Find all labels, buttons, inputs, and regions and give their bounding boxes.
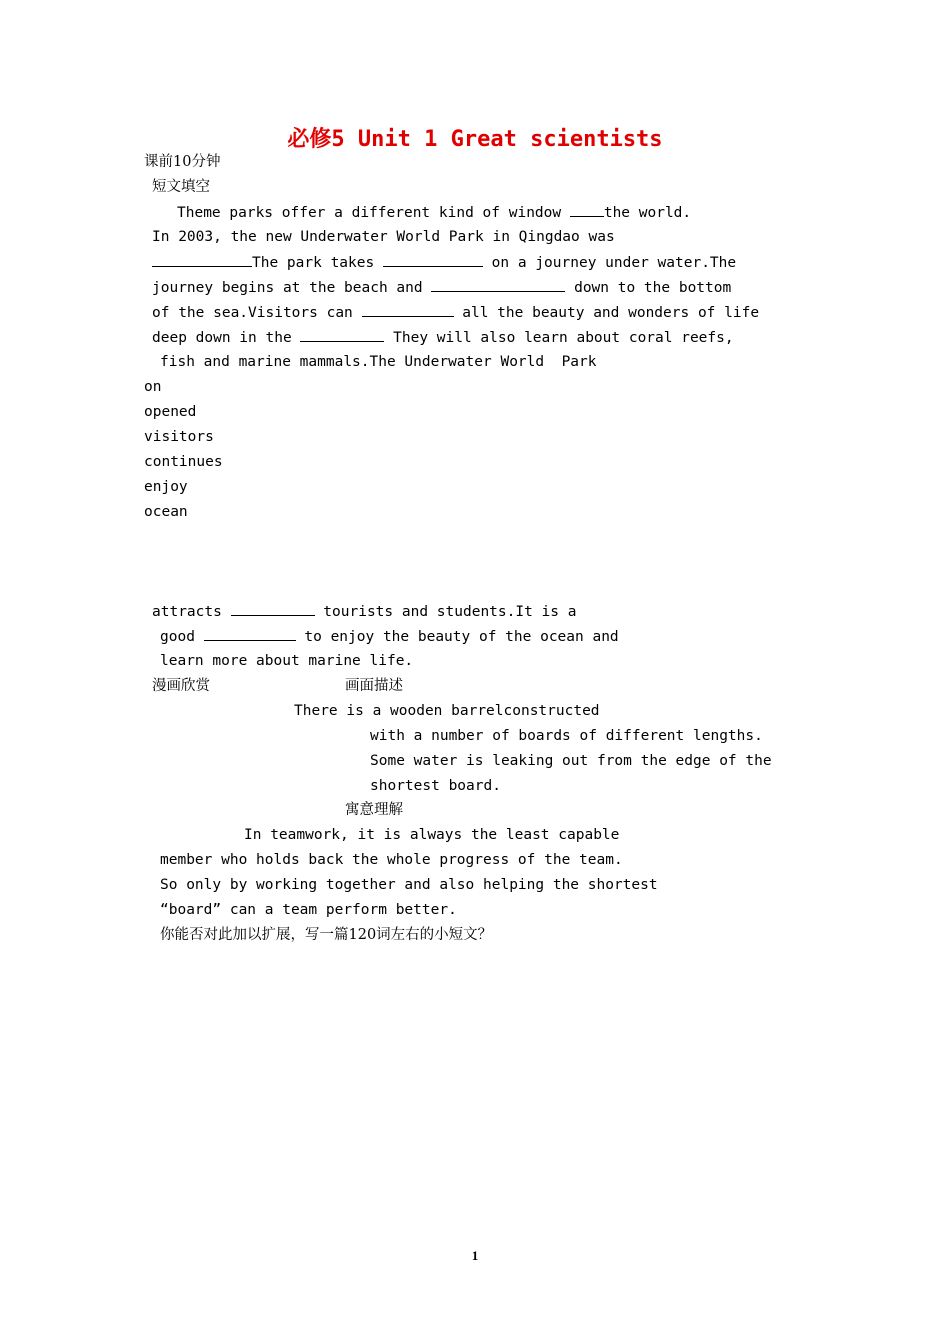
passage-text: tourists and students.It is a [314, 604, 577, 620]
word-option: visitors [144, 429, 214, 445]
passage-text: on a journey under water.The [482, 255, 737, 271]
passage-text: to enjoy the beauty of the ocean and [295, 629, 619, 645]
passage-line-4 [152, 277, 731, 298]
page-number: 1 [471, 1248, 479, 1263]
blank-8[interactable] [204, 626, 296, 641]
description-line-2: with a number of boards of different lengths. [370, 728, 763, 744]
word-option: continues [144, 454, 223, 470]
meaning-line-3: So only by working together and also helping the shortest [160, 877, 658, 893]
blank-3[interactable] [383, 252, 483, 267]
description-line-4: shortest board. [370, 778, 501, 794]
passage-line-7: fish and marine mammals.The Underwater World Park [160, 354, 597, 370]
document-title: 必修5 Unit 1 Great scientists [287, 127, 663, 152]
description-line-1: There is a wooden barrelconstructed [294, 703, 600, 719]
meaning-line-4: “board” can a team perform better. [160, 902, 457, 918]
passage-text: down to the bottom [565, 280, 732, 296]
passage2-line-1 [152, 601, 576, 622]
passage-text: of the sea.Visitors can [152, 305, 362, 321]
passage-text: journey begins at the beach and [152, 280, 432, 296]
blank-1[interactable] [570, 202, 604, 217]
meaning-line-2: member who holds back the whole progress of the team. [160, 852, 623, 868]
passage-line-2: In 2003, the new Underwater World Park in Qingdao was [152, 229, 615, 245]
blank-2[interactable] [152, 252, 252, 267]
passage-text: deep down in the [152, 330, 301, 346]
writing-task: 你能否对此加以扩展，写一篇120词左右的小短文？ [160, 927, 493, 943]
meaning-line-1: In teamwork, it is always the least capable [244, 827, 620, 843]
passage-text: good [160, 629, 204, 645]
passage-line-6 [152, 327, 734, 348]
blank-6[interactable] [300, 327, 384, 342]
passage-text: They will also learn about coral reefs, [384, 330, 734, 346]
blank-5[interactable] [362, 302, 454, 317]
word-option: on [144, 379, 162, 395]
description-line-3: Some water is leaking out from the edge of the [370, 753, 772, 769]
blank-4[interactable] [431, 277, 565, 292]
passage-text: the world. [603, 205, 692, 221]
passage-text: attracts [152, 604, 231, 620]
passage-text: Theme parks offer a different kind of window [177, 205, 570, 221]
cartoon-heading: 漫画欣赏 [152, 678, 210, 694]
passage-line-1 [177, 202, 691, 223]
word-option: opened [144, 404, 197, 420]
word-option: enjoy [144, 479, 188, 495]
pre-class-label: 课前10分钟 [144, 154, 221, 170]
meaning-heading: 寓意理解 [345, 802, 403, 818]
passage-line-3 [152, 252, 736, 273]
passage2-line-2 [160, 626, 619, 647]
passage-text: all the beauty and wonders of life [453, 305, 760, 321]
cloze-heading: 短文填空 [152, 179, 210, 195]
blank-7[interactable] [231, 601, 315, 616]
passage-line-5 [152, 302, 759, 323]
description-heading: 画面描述 [345, 678, 403, 694]
passage-text: The park takes [252, 255, 383, 271]
word-option: ocean [144, 504, 188, 520]
passage2-line-3: learn more about marine life. [160, 653, 414, 669]
